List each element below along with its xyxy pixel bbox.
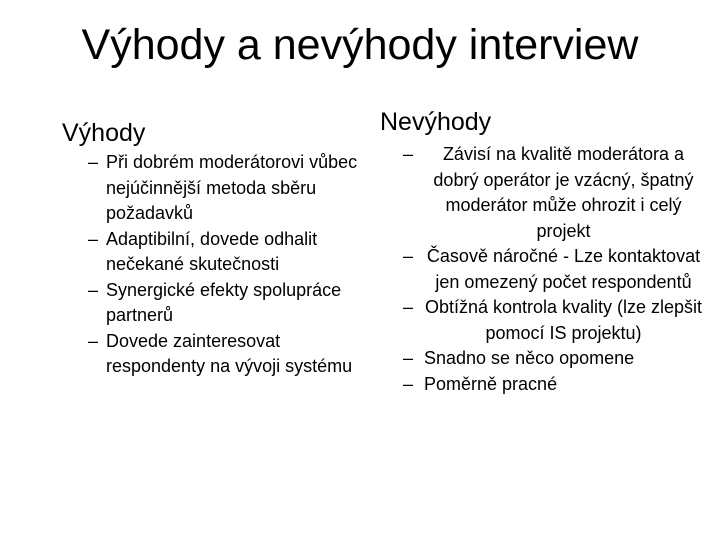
dash-bullet: – [403,373,414,394]
list-item [403,372,703,398]
list-item-text: Synergické efekty spolupráce partnerů [106,279,342,325]
list-item [88,278,373,329]
dash-bullet: – [403,246,414,266]
disadvantages-heading: Nevýhody [380,108,492,136]
list-item-text: Adaptibilní, dovede odhalit nečekané skutečnosti [106,228,318,274]
list-item-text: Časově náročné - Lze kontaktovat jen omezený počet respondentů [426,246,701,292]
dash-bullet: – [88,152,99,172]
dash-bullet: – [88,330,99,351]
list-item-text: Poměrně pracné [424,373,558,394]
list-item [403,346,703,372]
list-item [403,142,703,244]
list-item [88,150,373,227]
list-item-text: Snadno se něco opomene [424,348,635,368]
advantages-list [88,150,373,380]
dash-bullet: – [403,348,414,368]
dash-bullet: – [88,228,99,249]
dash-bullet: – [88,279,99,300]
slide-title: Výhody a nevýhody interview [81,21,639,69]
dash-bullet: – [403,297,414,317]
list-item [88,227,373,278]
list-item [403,244,703,295]
disadvantages-list [403,142,703,397]
list-item-text: Obtížná kontrola kvality (lze zlepšit pomocí IS projektu) [424,297,703,343]
dash-bullet: – [403,144,414,164]
list-item [88,329,373,380]
list-item-text: Závisí na kvalitě moderátora a dobrý operátor je vzácný, špatný moderátor může ohrozit i celý projekt [433,144,694,241]
list-item-text: Při dobrém moderátorovi vůbec nejúčinnější metoda sběru požadavků [106,152,358,223]
advantages-heading: Výhody [62,119,146,147]
list-item [403,295,703,346]
list-item-text: Dovede zainteresovat respondenty na vývoji systému [106,330,353,376]
